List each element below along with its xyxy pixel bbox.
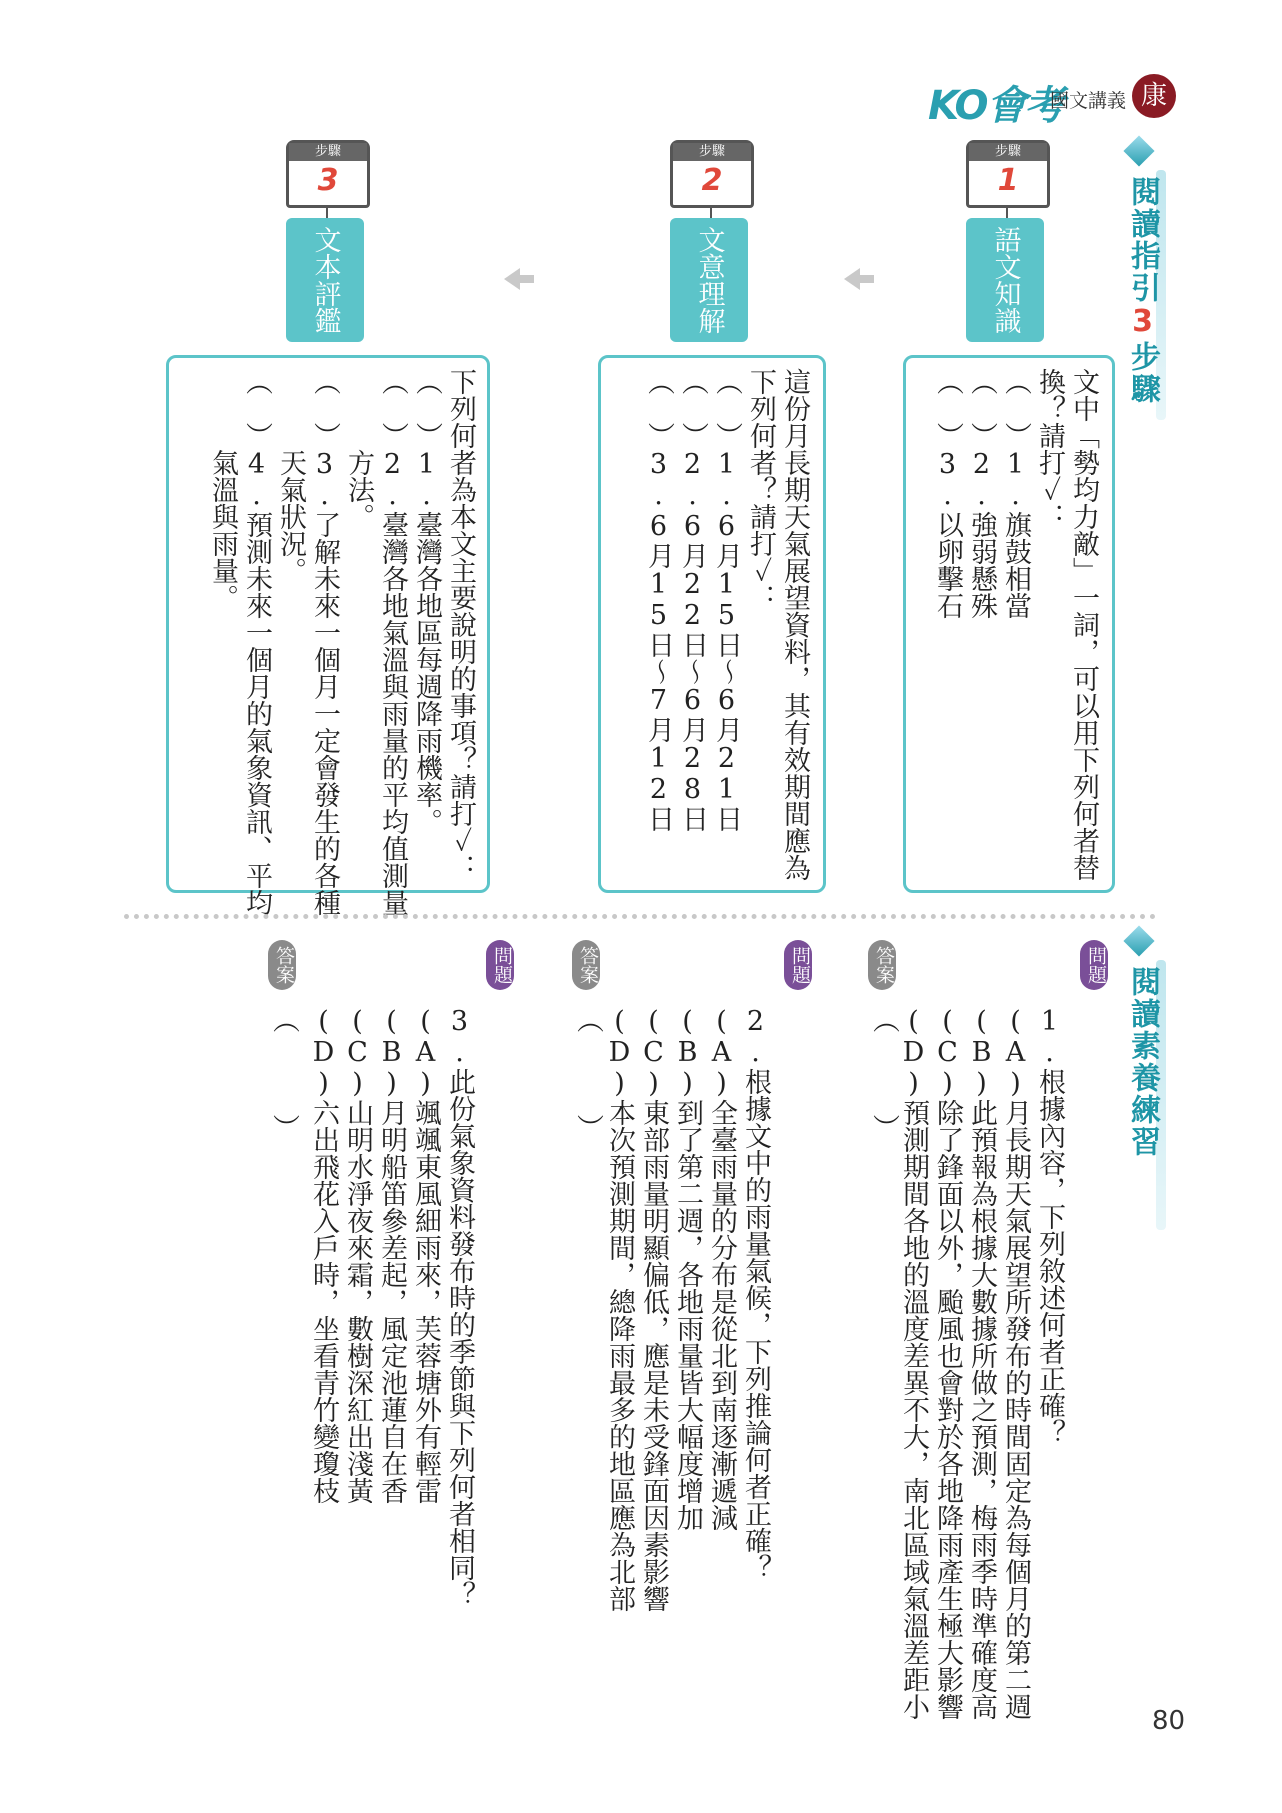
book-subtitle: 國文講義 [1050, 90, 1127, 112]
step-1-question: 文中「勢均力敵」一詞，可以用下列何者替 換？請打✓： （ ）1.旗鼓相當 （ ）2.強弱懸殊 （ ）3.以卵擊石 [932, 368, 1099, 881]
page-number: 80 [1152, 1706, 1186, 1736]
step-3-label: 文本評鑑 [286, 218, 364, 342]
step-3-question: 下列何者為本文主要說明的事項？請打✓： （ ）1.臺灣各地區每週降雨機率。 （ ）2.臺灣各地氣溫與雨量的平均值測量 方法。 （ ）3.了解未來一個月一定會發生的各種 天氣狀況。 （ ）4.預測未來一個月的氣象資訊、平均 氣溫與雨量。 [207, 368, 476, 916]
answer-blank-1[interactable]: （ ） [868, 1006, 899, 1141]
answer-blank-3[interactable]: （ ） [268, 1006, 299, 1141]
step-2-question: 這份月長期天氣展望資料，其有效期間應為 下列何者？請打✓： （ ）1.6月15日～6月21日 （ ）2.6月22日～6月28日 （ ）3.6月15日～7月12日 [643, 368, 810, 881]
question-3: 3.此份氣象資料發布時的季節與下列何者相同？ (A)颯颯東風細雨來，芙蓉塘外有輕雷 (B)月明船笛參差起，風定池蓮自在香 (C)山明水淨夜來霜，數樹深紅出淺黃 (D)六出飛花入戶時，坐看青竹變瓊枝 [308, 1006, 475, 1608]
step-2-label: 文意理解 [670, 218, 748, 342]
question-2: 2.根據文中的雨量氣候，下列推論何者正確？ (A)全臺雨量的分布是從北到南逐漸遞減 (B)到了第二週，各地雨量皆大幅度增加 (C)東部雨量明顯偏低，應是未受鋒面因素影響 (D)本次預測期間，總降雨最多的地區應為北部 [604, 1006, 771, 1612]
guide-title: 閱讀指引3步驟 [1125, 176, 1160, 405]
question-badge: 問題 [784, 940, 812, 990]
section-diamond-icon [1123, 925, 1154, 956]
left-arrow-icon [504, 268, 534, 290]
step-2-panel [598, 355, 826, 893]
step-label: 步驟 [969, 143, 1047, 161]
answer-badge: 答案 [268, 940, 296, 990]
answer-badge: 答案 [572, 940, 600, 990]
publisher-seal: 康 [1132, 74, 1176, 118]
step-1-label: 語文知識 [966, 218, 1044, 342]
step-number: 1 [997, 163, 1019, 198]
step-label: 步驟 [673, 143, 751, 161]
step-3-panel [166, 355, 490, 916]
brand-logo: KO會考 [928, 83, 1063, 129]
step-3-tab [286, 140, 370, 208]
question-badge: 問題 [486, 940, 514, 990]
step-label: 步驟 [289, 143, 367, 161]
answer-blank-2[interactable]: （ ） [572, 1006, 603, 1141]
section-divider [124, 914, 1156, 919]
step-1-tab [966, 140, 1050, 208]
section-diamond-icon [1123, 135, 1154, 166]
question-1: 1.根據內容，下列敘述何者正確？ (A)月長期天氣展望所發布的時間固定為每個月的第二週 (B)此預報為根據大數據所做之預測，梅雨季時準確度高 (C)除了鋒面以外，颱風也會對於各地降雨產生極大影響 (D)預測期間各地的溫度差異不大，南北區域氣溫差距小 [898, 1006, 1065, 1720]
step-number: 3 [317, 163, 339, 198]
step-2-tab [670, 140, 754, 208]
question-badge: 問題 [1080, 940, 1108, 990]
step-number: 2 [701, 163, 723, 198]
left-arrow-icon [844, 268, 874, 290]
answer-badge: 答案 [868, 940, 896, 990]
step-1-panel [903, 355, 1115, 893]
practice-title: 閱讀素養練習 [1125, 966, 1160, 1158]
